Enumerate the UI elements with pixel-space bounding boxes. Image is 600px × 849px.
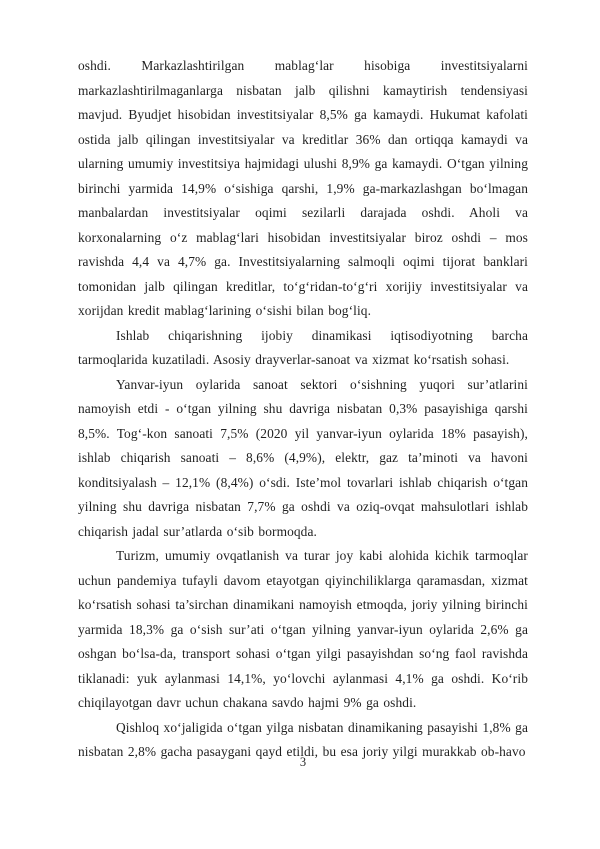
paragraph-tourism-services: Turizm, umumiy ovqatlanish va turar joy kabi alohida kichik tarmoqlar uchun pandemiya tufayli davom etayotgan qiyinchiliklarga qaramasdan, xizmat ko‘rsatish sohasi ta’sirchan dinamikani namoyish etmoqda, joriy yilning birinchi yarmida 18,3% ga o‘sish sur’ati o‘tgan yilning yanvar-iyun oylarida 2,6% ga oshgan bo‘lsa-da, transport sohasi o‘tgan yilgi pasayishdan so‘ng faol ravishda tiklanadi: yuk aylanmasi 14,1%, yo‘lovchi aylanmasi 4,1% ga oshdi. Ko‘rib chiqilayotgan davr uchun chakana savdo hajmi 9% ga oshdi. bbox=[78, 548, 528, 710]
paragraph-agriculture: Qishloq xo‘jaligida o‘tgan yilga nisbatan dinamikaning pasayishi 1,8% ga nisbatan 2,8% gacha pasaygani qayd etildi, bu esa joriy yilgi murakkab ob-havo bbox=[78, 719, 529, 759]
paragraph-production-dynamics: Ishlab chiqarishning ijobiy dinamikasi iqtisodiyotning barcha tarmoqlarida kuzatiladi. Asosiy drayverlar-sanoat va xizmat ko‘rsatish sohasi. bbox=[78, 327, 528, 367]
paragraph-industry-sector: Yanvar-iyun oylarida sanoat sektori o‘sishning yuqori sur’atlarini namoyish etdi - o‘tgan yilning shu davriga nisbatan 0,3% pasayishiga qarshi 8,5%. Tog‘-kon sanoati 7,5% (2020 yil yanvar-iyun oylarida 18% pasayish), ishlab chiqarish sanoati – 8,6% (4,9%), elektr, gaz ta’minoti va havoni konditsiyalash – 12,1% (8,4%) o‘sdi. Iste’mol tovarlari ishlab chiqarish o‘tgan yilning shu davriga nisbatan 7,7% ga oshdi va oziq-ovqat mahsulotlari ishlab chiqarish jadal sur’atlarda o‘sib bormoqda. bbox=[78, 376, 528, 539]
page-number: 3 bbox=[299, 755, 307, 769]
page-body-text bbox=[78, 54, 528, 765]
paragraph-investments: oshdi. Markazlashtirilgan mablag‘lar hisobiga investitsiyalarni markazlashtirilmaganlarga nisbatan jalb qilishni kamaytirish tendensiyasi mavjud. Byudjet hisobidan investitsiyalar 8,5% ga kamaydi. Hukumat kafolati ostida jalb qilingan investitsiyalar va kreditlar 36% dan ortiqqa kamaydi va ularning umumiy investitsiya hajmidagi ulushi 8,9% ga kamaydi. O‘tgan yilning birinchi yarmida 14,9% o‘sishiga qarshi, 1,9% ga-markazlashgan bo‘lmagan manbalardan investitsiyalar oqimi sezilarli darajada oshdi. Aholi va korxonalarning o‘z mablag‘lari hisobidan investitsiyalar biroz oshdi – mos ravishda 4,4 va 4,7% ga. Investitsiyalarning salmoqli oqimi tijorat banklari tomonidan jalb qilingan kreditlar, to‘g‘ridan-to‘g‘ri xorijiy investitsiyalar va xorijdan kredit mablag‘larining o‘sishi bilan bog‘liq. bbox=[78, 58, 528, 318]
